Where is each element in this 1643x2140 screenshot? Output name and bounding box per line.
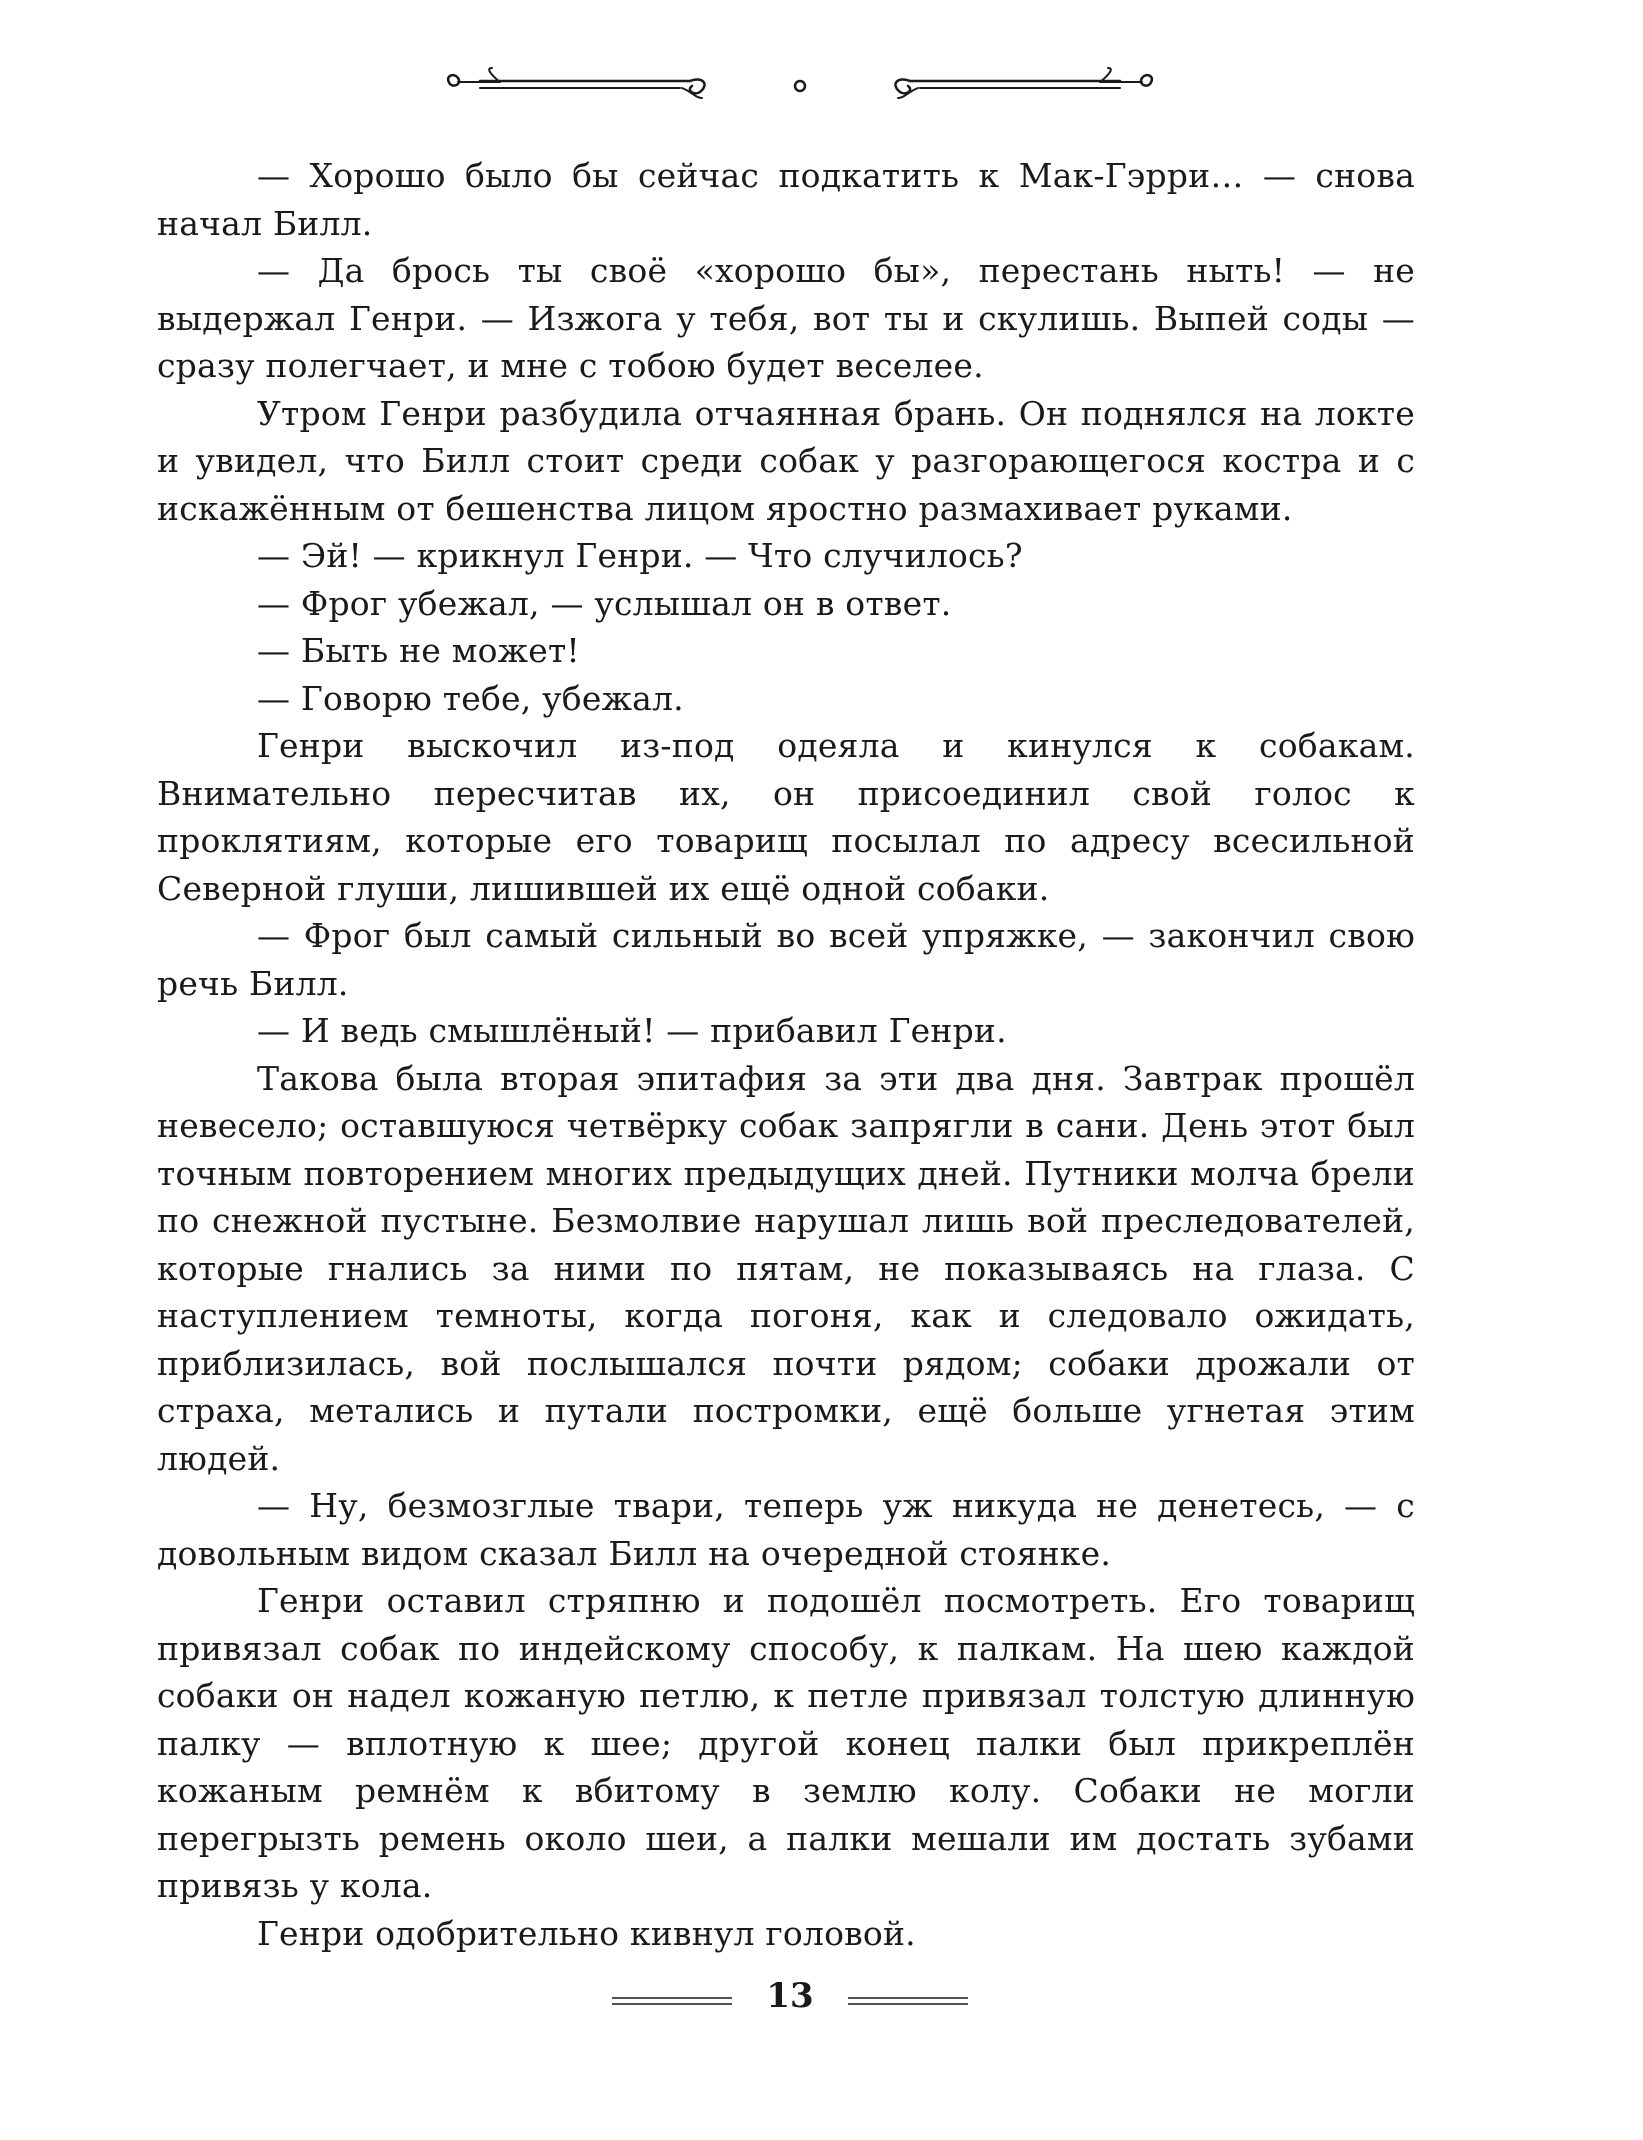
page-number: 13	[766, 1976, 814, 2016]
paragraph: — Хорошо было бы сейчас подкатить к Мак-Гэрри… — снова начал Билл.	[157, 156, 1415, 243]
body-text	[157, 152, 1415, 1957]
footer-rule-right	[848, 1996, 968, 2006]
paragraph: — Фрог был самый сильный во всей упряжке, — закончил свою речь Билл.	[157, 916, 1415, 1003]
paragraph: Такова была вторая эпитафия за эти два дня. Завтрак прошёл невесело; оставшуюся четвёрку собак запрягли в сани. День этот был точным повторением многих предыдущих дней. Путники молча брели по снежной пустыне. Безмолвие нарушал лишь вой преследователей, которые гнались за ними по пятам, не показываясь на глаза. С наступлением темноты, когда погоня, как и следовало ожидать, приблизилась, вой послышался почти рядом; собаки дрожали от страха, метались и путали постромки, ещё больше угнетая этим людей.	[157, 1058, 1415, 1478]
paragraph: — Быть не может!	[257, 631, 580, 670]
page-footer	[600, 1970, 980, 2030]
paragraph: Генри оставил стряпню и подошёл посмотреть. Его товарищ привязал собак по индейскому способу, к палкам. На шею каждой собаки он надел кожаную петлю, к петле привязал толстую длинную палку — вплотную к шее; другой конец палки был прикреплён кожаным ремнём к вбитому в землю колу. Собаки не могли перегрызть ремень около шеи, а палки мешали им достать зубами привязь у кола.	[157, 1581, 1415, 1905]
paragraph: — Говорю тебе, убежал.	[257, 678, 684, 718]
paragraph: — Эй! — крикнул Генри. — Что случилось?	[257, 536, 1023, 575]
ornament-center-dot	[795, 81, 805, 91]
header-ornament	[440, 62, 1160, 106]
paragraph: Генри одобрительно кивнул головой.	[257, 1913, 916, 1953]
paragraph: — Фрог убежал, — услышал он в ответ.	[257, 583, 952, 623]
paragraph: — Ну, безмозглые твари, теперь уж никуда не денетесь, — с довольным видом сказал Билл на очередной стоянке.	[157, 1486, 1415, 1573]
paragraph: Утром Генри разбудила отчаянная брань. Он поднялся на локте и увидел, что Билл стоит среди собак у разгорающегося костра и с искажённым от бешенства лицом яростно размахивает руками.	[157, 393, 1415, 528]
paragraph: Генри выскочил из-под одеяла и кинулся к собакам. Внимательно пересчитав их, он присоединил свой голос к проклятиям, которые его товарищ посылал по адресу всесильной Северной глуши, лишившей их ещё одной собаки.	[157, 726, 1415, 908]
paragraph: — Да брось ты своё «хорошо бы», перестань ныть! — не выдержал Генри. — Изжога у тебя, вот ты и скулишь. Выпей соды — сразу полегчает, и мне с тобою будет веселее.	[157, 251, 1415, 385]
paragraph: — И ведь смышлёный! — прибавил Генри.	[257, 1011, 1007, 1050]
